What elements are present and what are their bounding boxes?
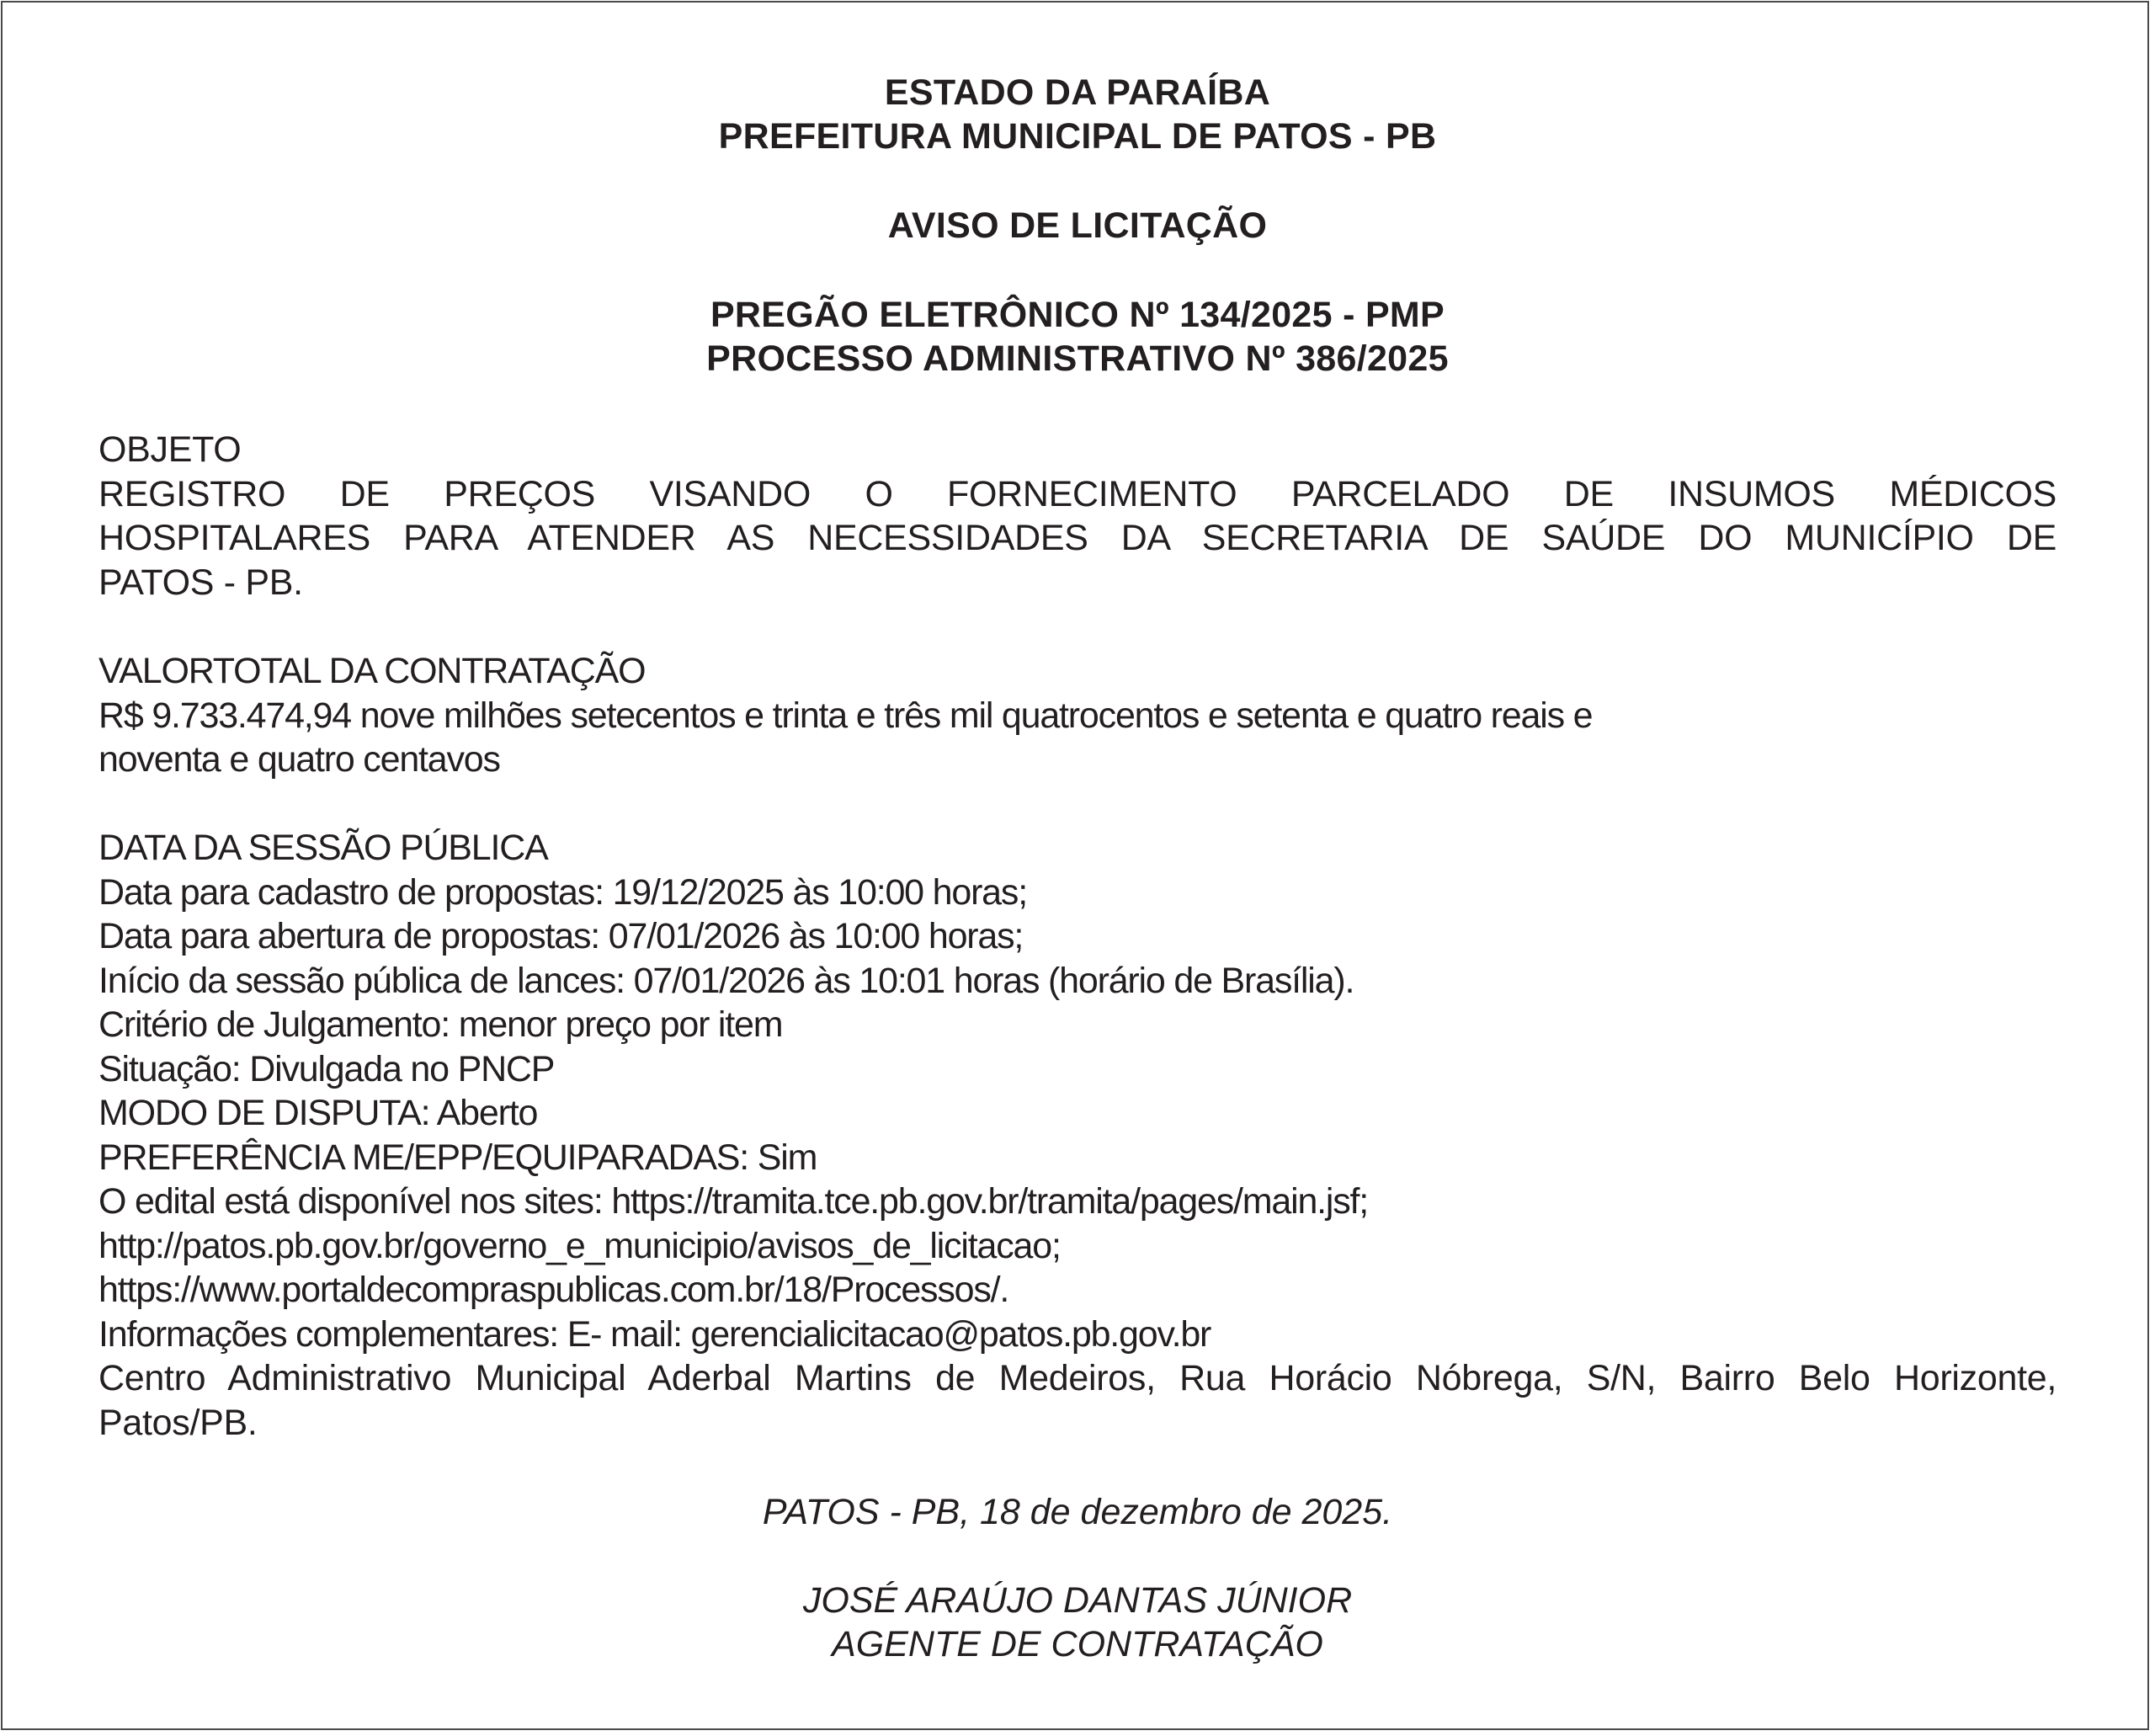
valor-line-1: R$ 9.733.474,94 nove milhões setecentos e trinta e três mil quatrocentos e setenta e quatro reais e [98, 695, 1593, 736]
sessao-line: Situação: Divulgada no PNCP [98, 1048, 555, 1089]
objeto-line-2: HOSPITALARES PARA ATENDER AS NECESSIDADES DA SECRETARIA DE SAÚDE DO MUNICÍPIO DE [98, 518, 2057, 558]
sessao-line: MODO DE DISPUTA: Aberto [98, 1093, 538, 1133]
header-block [0, 71, 2155, 158]
objeto-line-1: REGISTRO DE PREÇOS VISANDO O FORNECIMENTO PARCELADO DE INSUMOS MÉDICOS [98, 473, 2057, 514]
place-date: PATOS - PB, 18 de dezembro de 2025. [762, 1492, 1393, 1532]
signer-role: AGENTE DE CONTRATAÇÃO [832, 1624, 1323, 1664]
sessao-line: Informações complementares: E- mail: gerencialicitacao@patos.pb.gov.br [98, 1313, 1211, 1355]
sessao-heading: DATA DA SESSÃO PÚBLICA [98, 828, 548, 868]
sessao-line: http://patos.pb.gov.br/governo_e_municipio/avisos_de_licitacao; [98, 1225, 1061, 1266]
state-title: ESTADO DA PARAÍBA [884, 72, 1271, 113]
valor-heading: VALORTOTAL DA CONTRATAÇÃO [98, 651, 646, 691]
sessao-line: https://www.portaldecompraspublicas.com.br/18/Processos/. [98, 1270, 1009, 1310]
city-hall-title: PREFEITURA MUNICIPAL DE PATOS - PB [718, 116, 1437, 157]
sessao-line: PREFERÊNCIA ME/EPP/EQUIPARADAS: Sim [98, 1137, 817, 1178]
auction-number: PREGÃO ELETRÔNICO Nº 134/2025 - PMP [710, 295, 1445, 335]
auction-block [0, 293, 2155, 381]
signer-name: JOSÉ ARAÚJO DANTAS JÚNIOR [802, 1580, 1353, 1621]
objeto-section [98, 428, 2057, 604]
valor-line-2: noventa e quatro centavos [98, 739, 500, 780]
address-line-1: Centro Administrativo Municipal Aderbal Martins de Medeiros, Rua Horácio Nóbrega, S/N, Bairro Belo Horizonte, [98, 1358, 2057, 1398]
notice-title: AVISO DE LICITAÇÃO [887, 205, 1268, 246]
process-number: PROCESSO ADMINISTRATIVO Nº 386/2025 [706, 338, 1449, 379]
sessao-line: O edital está disponível nos sites: https://tramita.tce.pb.gov.br/tramita/pages/main.jsf; [98, 1181, 1369, 1222]
objeto-heading: OBJETO [98, 429, 242, 470]
sessao-line: Data para abertura de propostas: 07/01/2026 às 10:00 horas; [98, 916, 1024, 956]
signature-block [0, 1579, 2155, 1666]
sessao-line: Critério de Julgamento: menor preço por item [98, 1004, 783, 1045]
address-line-2: Patos/PB. [98, 1402, 258, 1443]
sessao-line: Início da sessão pública de lances: 07/01/2026 às 10:01 horas (horário de Brasília). [98, 960, 1354, 1001]
valor-section [98, 649, 2057, 782]
objeto-line-3: PATOS - PB. [98, 562, 303, 603]
sessao-line: Data para cadastro de propostas: 19/12/2025 às 10:00 horas; [98, 871, 1027, 913]
sessao-section [98, 826, 2057, 1445]
